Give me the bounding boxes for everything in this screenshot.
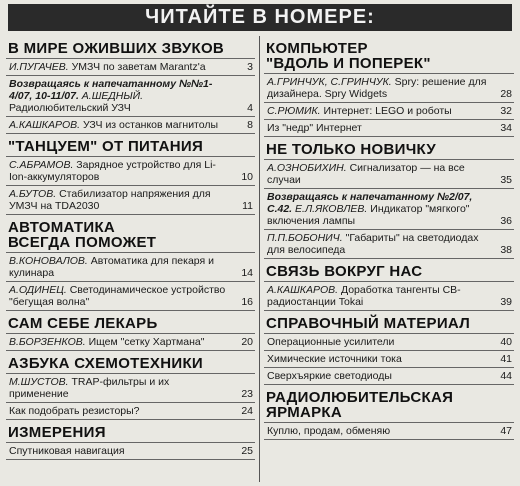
toc-section: [6, 420, 255, 460]
toc-section: [6, 215, 255, 311]
entry-page-number: 41: [500, 353, 512, 365]
entry-page-number: 40: [500, 336, 512, 348]
entry-page-number: 36: [500, 215, 512, 227]
entry-text: [9, 376, 237, 400]
entry-page-number: 20: [241, 336, 253, 348]
entry-page-number: 10: [241, 171, 253, 183]
entry-page-number: 25: [241, 445, 253, 457]
entry-title: Химические источники тока: [267, 353, 402, 365]
entry-title: Сигнализатор — на все случаи: [267, 162, 465, 186]
toc-entry[interactable]: [6, 117, 255, 134]
column-divider: [259, 36, 260, 482]
toc-entry[interactable]: [6, 443, 255, 460]
section-title: НЕ ТОЛЬКО НОВИЧКУ: [266, 141, 436, 158]
entry-text: [9, 78, 237, 114]
entry-text: [267, 232, 496, 256]
entry-text: [267, 353, 496, 365]
toc-entry[interactable]: [264, 74, 514, 103]
entry-page-number: 23: [241, 388, 253, 400]
toc-section: [6, 134, 255, 215]
toc-section: [6, 311, 255, 351]
entry-page-number: 24: [241, 405, 253, 417]
toc-entry[interactable]: [6, 157, 255, 186]
toc-entry[interactable]: [264, 368, 514, 385]
entry-page-number: 11: [242, 200, 253, 212]
entry-page-number: 8: [247, 119, 253, 131]
entry-text: [9, 405, 237, 417]
entry-page-number: 35: [500, 174, 512, 186]
section-title: АВТОМАТИКА ВСЕГДА ПОМОЖЕТ: [8, 219, 157, 251]
entry-author: А.ШЕДНЫЙ.: [78, 90, 144, 102]
left-column: [6, 36, 255, 482]
section-title: "ТАНЦУЕМ" ОТ ПИТАНИЯ: [8, 138, 204, 155]
page-banner: ЧИТАЙТЕ В НОМЕРЕ:: [8, 4, 512, 31]
entry-author: С.РЮМИК.: [267, 105, 321, 117]
toc-entry[interactable]: [264, 120, 514, 137]
toc-entry[interactable]: [6, 334, 255, 351]
entry-title: Индикатор "мягкого" включения лампы: [267, 203, 470, 227]
toc-entry[interactable]: [264, 423, 514, 440]
right-column: [264, 36, 514, 482]
entry-page-number: 16: [241, 296, 253, 308]
entry-author: П.П.БОБОНИЧ.: [267, 232, 343, 244]
entry-page-number: 44: [500, 370, 512, 382]
entry-title: Радиолюбительский УЗЧ: [9, 102, 131, 114]
entry-text: [267, 105, 496, 117]
toc-entry[interactable]: [264, 351, 514, 368]
entry-author: А.БУТОВ.: [9, 188, 57, 200]
section-title: ИЗМЕРЕНИЯ: [8, 424, 106, 441]
entry-title: Сверхъяркие светодиоды: [267, 370, 392, 382]
entry-text: [267, 370, 496, 382]
entry-page-number: 28: [500, 88, 512, 100]
entry-text: [9, 61, 237, 73]
entry-prefix: Возвращаясь к напечатанному №№1-4/07, 10-11/07.: [9, 78, 213, 102]
toc-section: [264, 259, 514, 311]
toc-section: [264, 36, 514, 137]
section-title: АЗБУКА СХЕМОТЕХНИКИ: [8, 355, 203, 372]
entry-author: В.КОНОВАЛОВ.: [9, 255, 88, 267]
entry-page-number: 32: [500, 105, 512, 117]
entry-title: Интернет: LEGO и роботы: [320, 105, 452, 117]
entry-author: И.ПУГАЧЕВ.: [9, 61, 69, 73]
entry-title: Как подобрать резисторы?: [9, 405, 140, 417]
entry-title: УМЗЧ по заветам Marantz'а: [68, 61, 206, 73]
section-title: СПРАВОЧНЫЙ МАТЕРИАЛ: [266, 315, 471, 332]
entry-text: [9, 255, 237, 279]
entry-title: TRAP-фильтры и их применение: [9, 376, 170, 400]
entry-title: Спутниковая навигация: [9, 445, 125, 457]
entry-author: А.ГРИНЧУК, С.ГРИНЧУК.: [267, 76, 392, 88]
toc-entry[interactable]: [264, 160, 514, 189]
entry-prefix: Возвращаясь к напечатанному №2/07, С.42.: [267, 191, 473, 215]
entry-text: [267, 122, 496, 134]
entry-text: [267, 425, 496, 437]
entry-title: "Габариты" на светодиодах для велосипеда: [267, 232, 479, 256]
entry-text: [267, 76, 496, 100]
entry-title: Зарядное устройство для Li-Ion-аккумуляторов: [9, 159, 216, 183]
toc-entry[interactable]: [264, 282, 514, 311]
toc-entry[interactable]: [6, 186, 255, 215]
entry-text: [267, 336, 496, 348]
toc-entry[interactable]: [6, 76, 255, 117]
entry-page-number: 38: [500, 244, 512, 256]
section-title: САМ СЕБЕ ЛЕКАРЬ: [8, 315, 158, 332]
entry-text: [267, 162, 496, 186]
toc-entry[interactable]: [264, 189, 514, 230]
entry-text: [9, 119, 237, 131]
entry-title: Автоматика для пекаря и кулинара: [9, 255, 214, 279]
toc-entry[interactable]: [264, 103, 514, 120]
entry-page-number: 39: [500, 296, 512, 308]
toc-entry[interactable]: [6, 282, 255, 311]
entry-title: Стабилизатор напряжения для УМЗЧ на TDA2030: [9, 188, 211, 212]
entry-author: С.АБРАМОВ.: [9, 159, 74, 171]
entry-title: УЗЧ из останков магнитолы: [80, 119, 219, 131]
toc-entry[interactable]: [6, 374, 255, 403]
toc-section: [6, 36, 255, 134]
entry-author: А.КАШКАРОВ.: [9, 119, 81, 131]
entry-title: Куплю, продам, обменяю: [267, 425, 391, 437]
toc-section: [264, 311, 514, 385]
entry-text: [9, 445, 237, 457]
toc-section: [264, 385, 514, 440]
entry-page-number: 4: [247, 102, 253, 114]
entry-title: Spry: решение для дизайнера. Spry Widgets: [267, 76, 487, 100]
entry-author: В.БОРЗЕНКОВ.: [9, 336, 86, 348]
entry-title: Из "недр" Интернет: [267, 122, 362, 134]
entry-page-number: 47: [500, 425, 512, 437]
toc-entry[interactable]: [264, 230, 514, 259]
entry-text: [267, 284, 496, 308]
entry-text: [9, 336, 237, 348]
toc-entry[interactable]: [264, 334, 514, 351]
entry-author: А.КАШКАРОВ.: [267, 284, 339, 296]
entry-text: [9, 188, 237, 212]
section-title: СВЯЗЬ ВОКРУГ НАС: [266, 263, 423, 280]
toc-entry[interactable]: [6, 59, 255, 76]
toc-section: [6, 351, 255, 420]
section-title: В МИРЕ ОЖИВШИХ ЗВУКОВ: [8, 40, 225, 57]
entry-title: Доработка тангенты СВ-радиостанции Tokai: [267, 284, 461, 308]
entry-page-number: 34: [500, 122, 512, 134]
entry-title: Ищем "сетку Хартмана": [85, 336, 205, 348]
toc-entry[interactable]: [6, 253, 255, 282]
entry-author: М.ШУСТОВ.: [9, 376, 69, 388]
entry-title: Операционные усилители: [267, 336, 395, 348]
toc-entry[interactable]: [6, 403, 255, 420]
entry-page-number: 14: [241, 267, 253, 279]
entry-author: А.ОДИНЕЦ.: [9, 284, 67, 296]
entry-author: Е.Л.ЯКОВЛЕВ.: [292, 203, 368, 215]
toc-section: [264, 137, 514, 259]
entry-text: [9, 159, 237, 183]
entry-title: Светодинамическое устройство "бегущая волна": [9, 284, 226, 308]
section-title: КОМПЬЮТЕР "ВДОЛЬ И ПОПЕРЕК": [266, 40, 431, 72]
entry-text: [9, 284, 237, 308]
section-title: РАДИОЛЮБИТЕЛЬСКАЯ ЯРМАРКА: [266, 389, 454, 421]
entry-page-number: 3: [247, 61, 253, 73]
entry-text: [267, 191, 496, 227]
entry-author: А.ОЗНОБИХИН.: [267, 162, 347, 174]
